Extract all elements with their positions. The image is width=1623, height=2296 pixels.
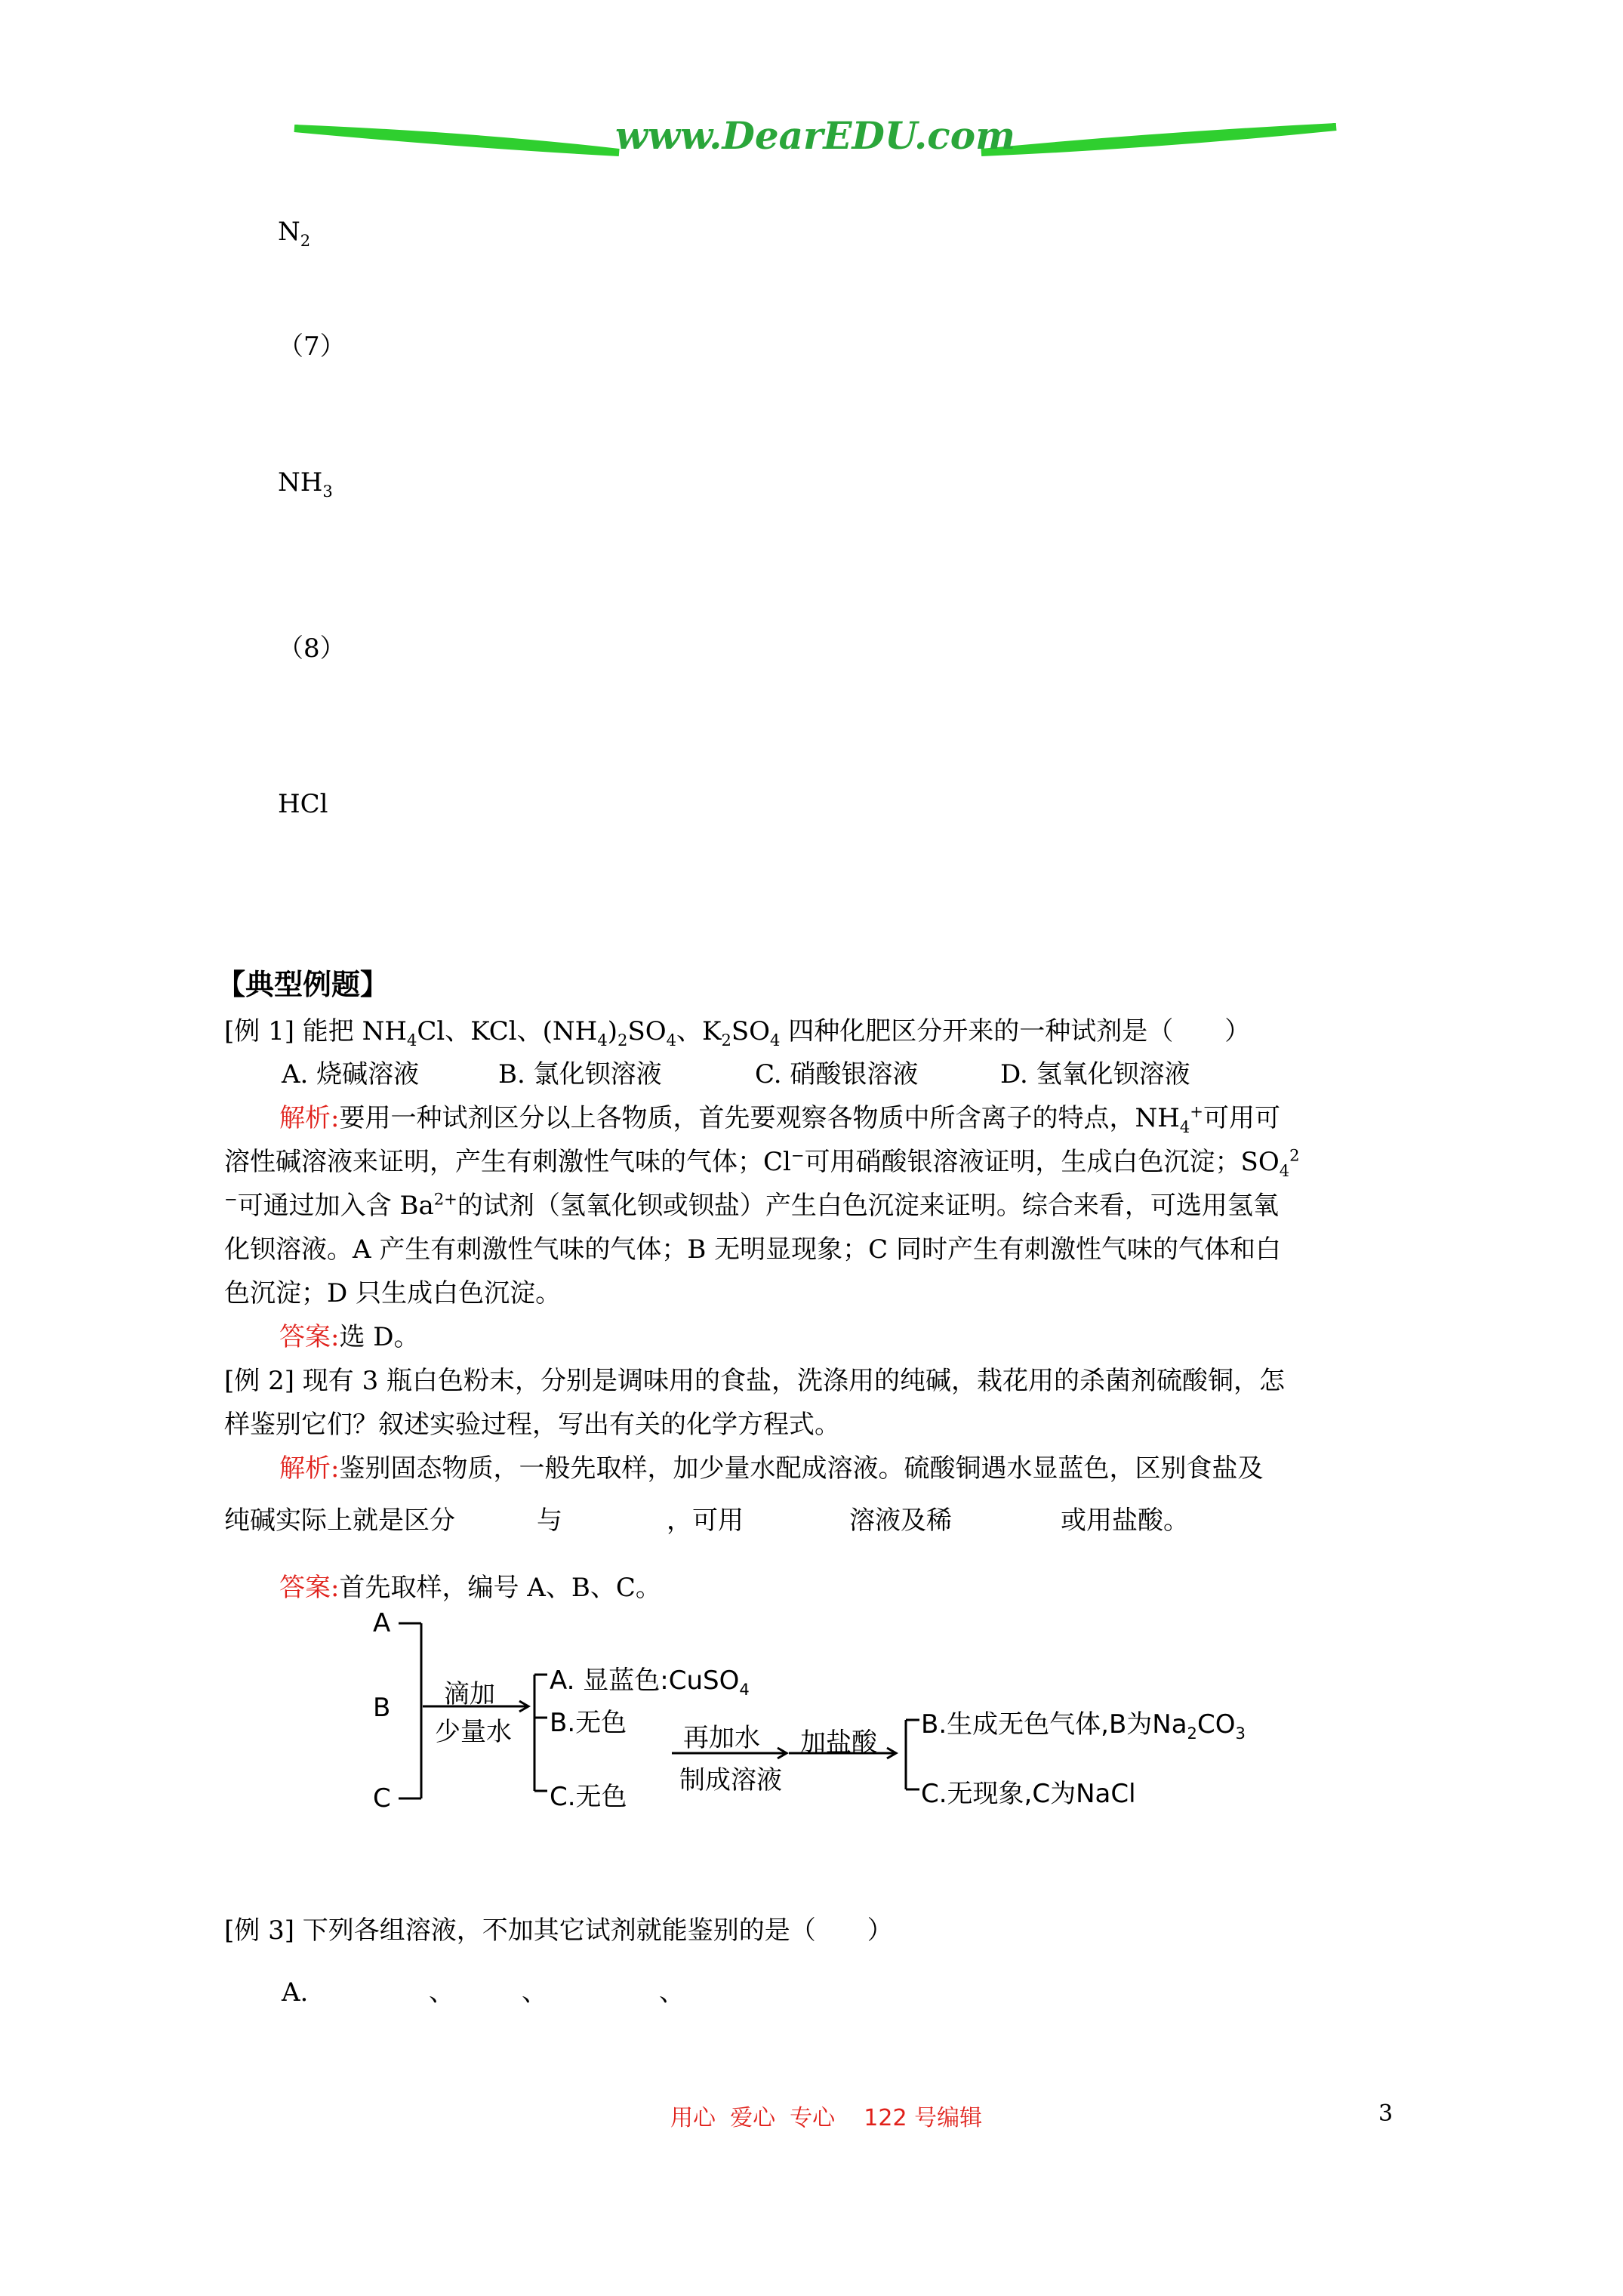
ex1-analysis-line5: 色沉淀；D 只生成白色沉淀。 (224, 1278, 562, 1308)
formula-hcl: HCl (278, 789, 328, 819)
ex3-option-a: A. 、 、 、 (282, 1977, 685, 2008)
ex1-option-a: A. 烧碱溶液 (282, 1059, 420, 1089)
step3: 加盐酸 (800, 1727, 877, 1758)
ex1-option-c: C. 硝酸银溶液 (755, 1059, 919, 1089)
step2-bottom: 制成溶液 (679, 1765, 782, 1795)
step1-bottom: 少量水 (435, 1717, 512, 1747)
ex2-question-line2: 样鉴别它们？叙述实验过程，写出有关的化学方程式。 (224, 1410, 840, 1440)
result-b: B.无色 (550, 1708, 627, 1738)
header-logo (287, 106, 1344, 166)
ex3-question: [例 3] 下列各组溶液，不加其它试剂就能鉴别的是（ ） (224, 1915, 893, 1946)
flowchart (362, 1608, 1306, 1827)
ex1-analysis-line2: 溶性碱溶液来证明，产生有刺激性气味的气体；Cl−可用硝酸银溶液证明，生成白色沉淀；$SO_4^2$ (224, 1145, 1300, 1180)
item-number-8: （8） (278, 633, 346, 664)
section-title: 【典型例题】 (217, 967, 390, 1001)
result-b-final: B.生成无色气体,B为$Na_2CO_3$ (921, 1709, 1246, 1743)
footer-text: 用心 爱心 专心 122 号编辑 (670, 2105, 983, 2131)
result-a: A. 显蓝色:CuSO$_4$ (550, 1666, 750, 1699)
step2-top: 再加水 (683, 1723, 760, 1753)
sample-a: A (373, 1608, 391, 1638)
item-number-7: （7） (278, 331, 346, 362)
ex2-analysis-line1: 解析:鉴别固态物质，一般先取样，加少量水配成溶液。硫酸铜遇水显蓝色，区别食盐及 (279, 1453, 1264, 1484)
step1-top: 滴加 (444, 1679, 495, 1709)
ex2-question-line1: [例 2] 现有 3 瓶白色粉末，分别是调味用的食盐，洗涤用的纯碱，栽花用的杀菌剂硫酸铜，怎 (224, 1366, 1286, 1396)
ex1-question: [例 1] 能把 $NH_4Cl$、KCl、$(NH_4)_2SO_4$、$K_2SO_4$ 四种化肥区分开来的一种试剂是（ ） (224, 1016, 1251, 1049)
ex1-option-b: B. 氯化钡溶液 (498, 1059, 662, 1089)
sample-c: C (373, 1783, 391, 1814)
page-number: 3 (1378, 2100, 1394, 2127)
result-c-final: C.无现象,C为NaCl (921, 1779, 1136, 1809)
ex1-answer: 答案:选 D。 (279, 1322, 420, 1352)
result-c: C.无色 (550, 1782, 627, 1812)
ex1-analysis-line4: 化钡溶液。A 产生有刺激性气味的气体；B 无明显现象；C 同时产生有刺激性气味的气体和白 (224, 1234, 1281, 1265)
ex1-analysis-line1: 解析:要用一种试剂区分以上各物质，首先要观察各物质中所含离子的特点，$NH_4^+$可用可 (279, 1102, 1280, 1136)
ex1-option-d: D. 氢氧化钡溶液 (1000, 1059, 1190, 1089)
ex2-analysis-line2: 纯碱实际上就是区分 与 ，可用 溶液及稀 或用盐酸。 (224, 1505, 1189, 1536)
formula-nh3: $NH_3$ (278, 467, 333, 501)
logo-text: www.DearEDU.com (614, 113, 1015, 158)
formula-n2: $N_2$ (278, 217, 311, 250)
sample-b: B (373, 1693, 391, 1723)
ex1-analysis-line3: −可通过加入含 $Ba^{2+}$的试剂（氢氧化钡或钡盐）产生白色沉淀来证明。综合来看，可选用氢氧 (224, 1189, 1279, 1221)
ex2-answer: 答案:首先取样，编号 A、B、C。 (279, 1573, 661, 1603)
